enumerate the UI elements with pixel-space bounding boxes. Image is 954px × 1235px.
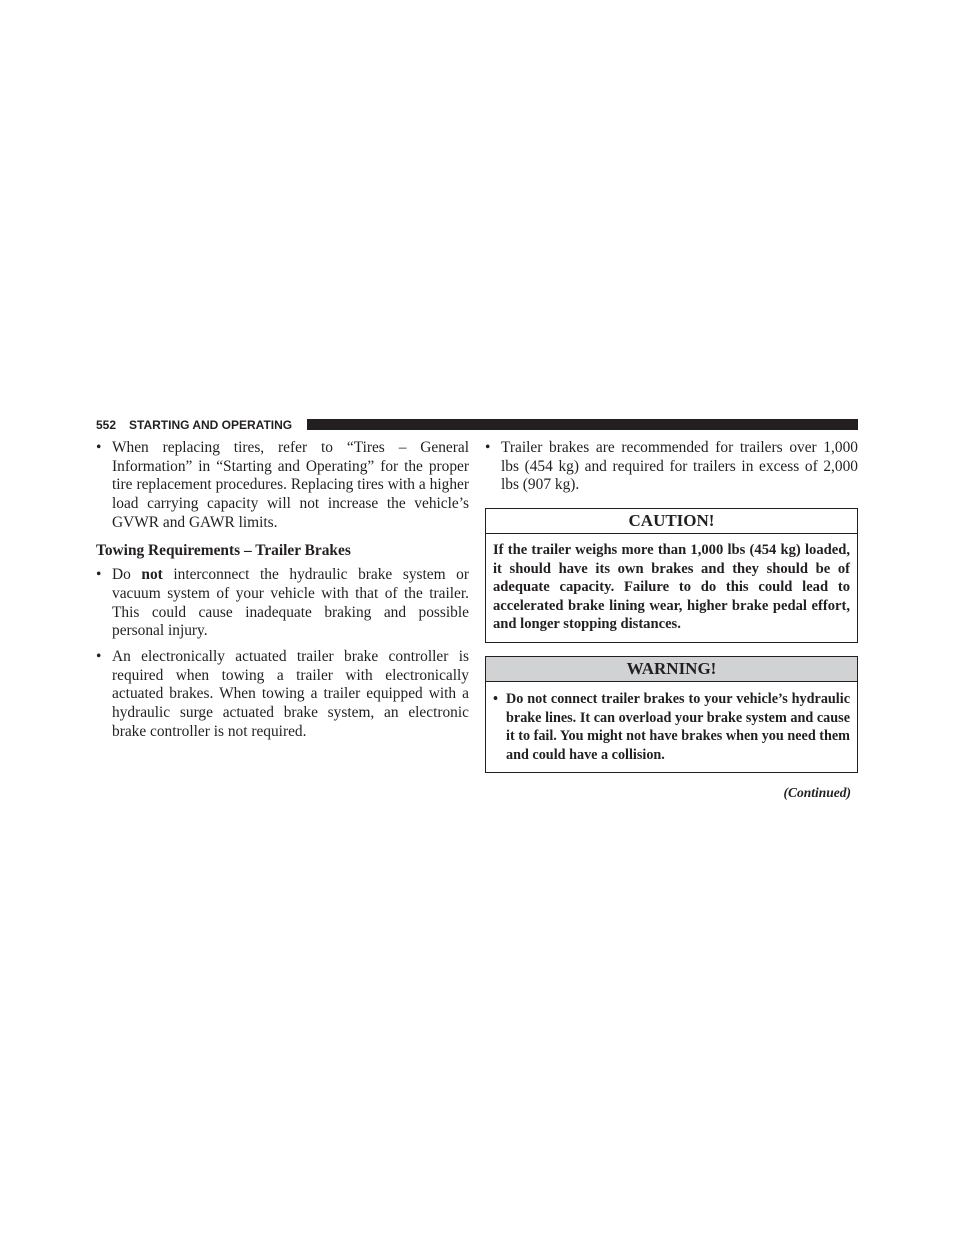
page-header	[96, 418, 858, 432]
bullet-icon: •	[485, 439, 491, 456]
list-item	[485, 439, 858, 495]
section-title: STARTING AND OPERATING	[129, 418, 293, 432]
bullet-text-emphasis: not	[141, 566, 163, 584]
continued-note: (Continued)	[783, 785, 851, 801]
list-item	[96, 439, 469, 533]
warning-text: Do not connect trailer brakes to your vehicle’s hydraulic brake lines. It can overload your brake system and cause it to fail. You might not have brakes when you need them and could have a collision.	[506, 691, 850, 763]
section-subheading: Towing Requirements – Trailer Brakes	[96, 541, 351, 559]
list-item	[493, 690, 850, 764]
bullet-text: An electronically actuated trailer brake controller is required when towing a trailer with electronically actuated brakes. When towing a trailer equipped with a hydraulic surge actuated brake system, an electronic brake controller is not required.	[112, 648, 469, 740]
right-column	[485, 439, 858, 803]
list-item	[96, 648, 469, 742]
header-rule	[307, 419, 858, 430]
list-item	[96, 566, 469, 641]
warning-title: WARNING!	[486, 657, 857, 682]
bullet-icon: •	[96, 439, 102, 456]
bullet-icon: •	[96, 566, 102, 584]
warning-box	[485, 656, 858, 773]
page-number: 552	[96, 418, 117, 432]
bullet-text: When replacing tires, refer to “Tires – General Information” in “Starting and Operating” for the proper tire replacement procedures. Replacing tires with a higher load carrying capacity will not increase the vehicle’s GVWR and GAWR limits.	[112, 439, 469, 531]
left-column	[96, 439, 469, 749]
caution-text: If the trailer weighs more than 1,000 lbs (454 kg) loaded, it should have its own brakes and they should be of adequate capacity. Failure to do this could lead to accelerated brake lining wear, higher brake pedal effort, and longer stopping distances.	[493, 542, 850, 633]
bullet-text: Trailer brakes are recommended for trailers over 1,000 lbs (454 kg) and required for trailers in excess of 2,000 lbs (907 kg).	[501, 439, 858, 494]
bullet-text-start: Do	[112, 566, 142, 584]
caution-box	[485, 508, 858, 643]
bullet-icon: •	[96, 648, 102, 666]
bullet-text-end: interconnect the hydraulic brake system or vacuum system of your vehicle with that of the trailer. This could cause inadequate braking and possible personal injury.	[112, 566, 469, 640]
bullet-icon: •	[493, 691, 498, 708]
caution-title: CAUTION!	[486, 509, 857, 534]
warning-body	[486, 682, 857, 772]
